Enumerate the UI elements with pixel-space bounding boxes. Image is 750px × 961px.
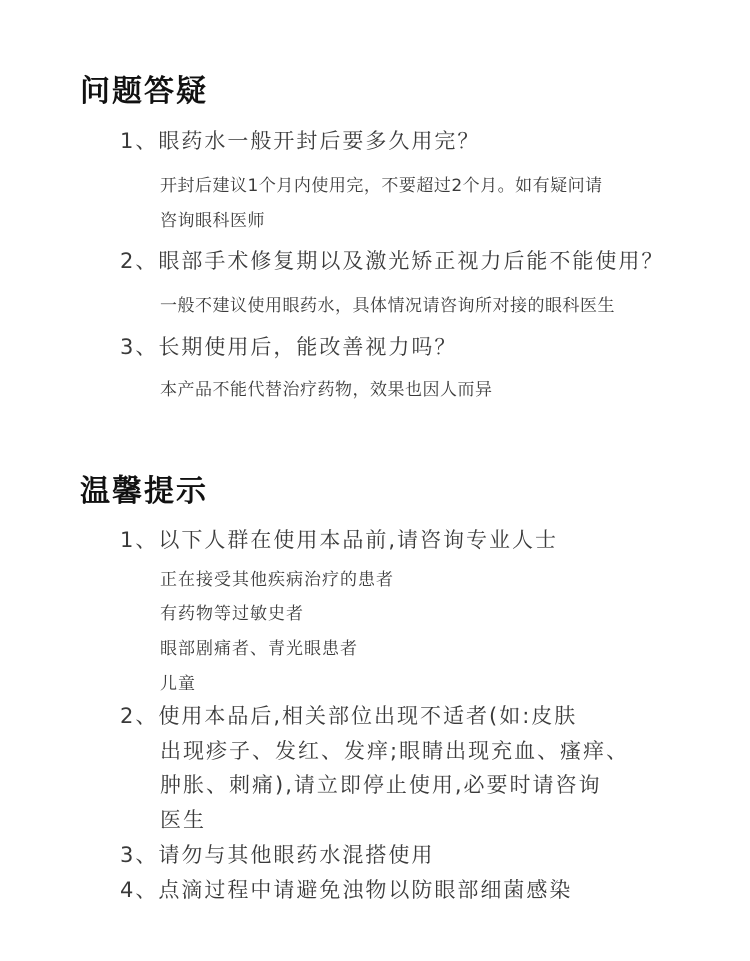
tips-section-title: 温馨提示 bbox=[80, 474, 208, 509]
tip-item-1: 1、以下人群在使用本品前,请咨询专业人士 bbox=[120, 528, 559, 552]
qa-answer-3-line-1: 本产品不能代替治疗药物，效果也因人而异 bbox=[160, 380, 493, 400]
qa-question-1: 1、眼药水一般开封后要多久用完？ bbox=[120, 129, 481, 153]
tip-item-1-sub-3: 眼部剧痛者、青光眼患者 bbox=[160, 639, 358, 659]
tip-item-2-line-4: 医生 bbox=[160, 808, 206, 832]
tip-item-4: 4、点滴过程中请避免浊物以防眼部细菌感染 bbox=[120, 878, 573, 902]
qa-answer-1-line-1: 开封后建议1个月内使用完，不要超过2个月。如有疑问请 bbox=[160, 176, 603, 196]
tip-item-1-sub-1: 正在接受其他疾病治疗的患者 bbox=[160, 570, 394, 590]
tip-item-1-sub-2: 有药物等过敏史者 bbox=[160, 604, 304, 624]
qa-answer-2-line-1: 一般不建议使用眼药水，具体情况请咨询所对接的眼科医生 bbox=[160, 296, 615, 316]
qa-question-3: 3、长期使用后，能改善视力吗？ bbox=[120, 335, 458, 359]
tip-item-2-line-3: 肿胀、刺痛),请立即停止使用,必要时请咨询 bbox=[160, 773, 602, 797]
qa-section-title: 问题答疑 bbox=[80, 74, 208, 109]
qa-question-2: 2、眼部手术修复期以及激光矫正视力后能不能使用？ bbox=[120, 249, 665, 273]
qa-answer-1-line-2: 咨询眼科医师 bbox=[160, 211, 265, 231]
tip-item-3: 3、请勿与其他眼药水混搭使用 bbox=[120, 843, 435, 867]
tip-item-1-sub-4: 儿童 bbox=[160, 674, 196, 694]
tip-item-2-line-1: 2、使用本品后,相关部位出现不适者(如:皮肤 bbox=[120, 704, 578, 728]
tip-item-2-line-2: 出现疹子、发红、发痒;眼睛出现充血、瘙痒、 bbox=[160, 739, 630, 763]
